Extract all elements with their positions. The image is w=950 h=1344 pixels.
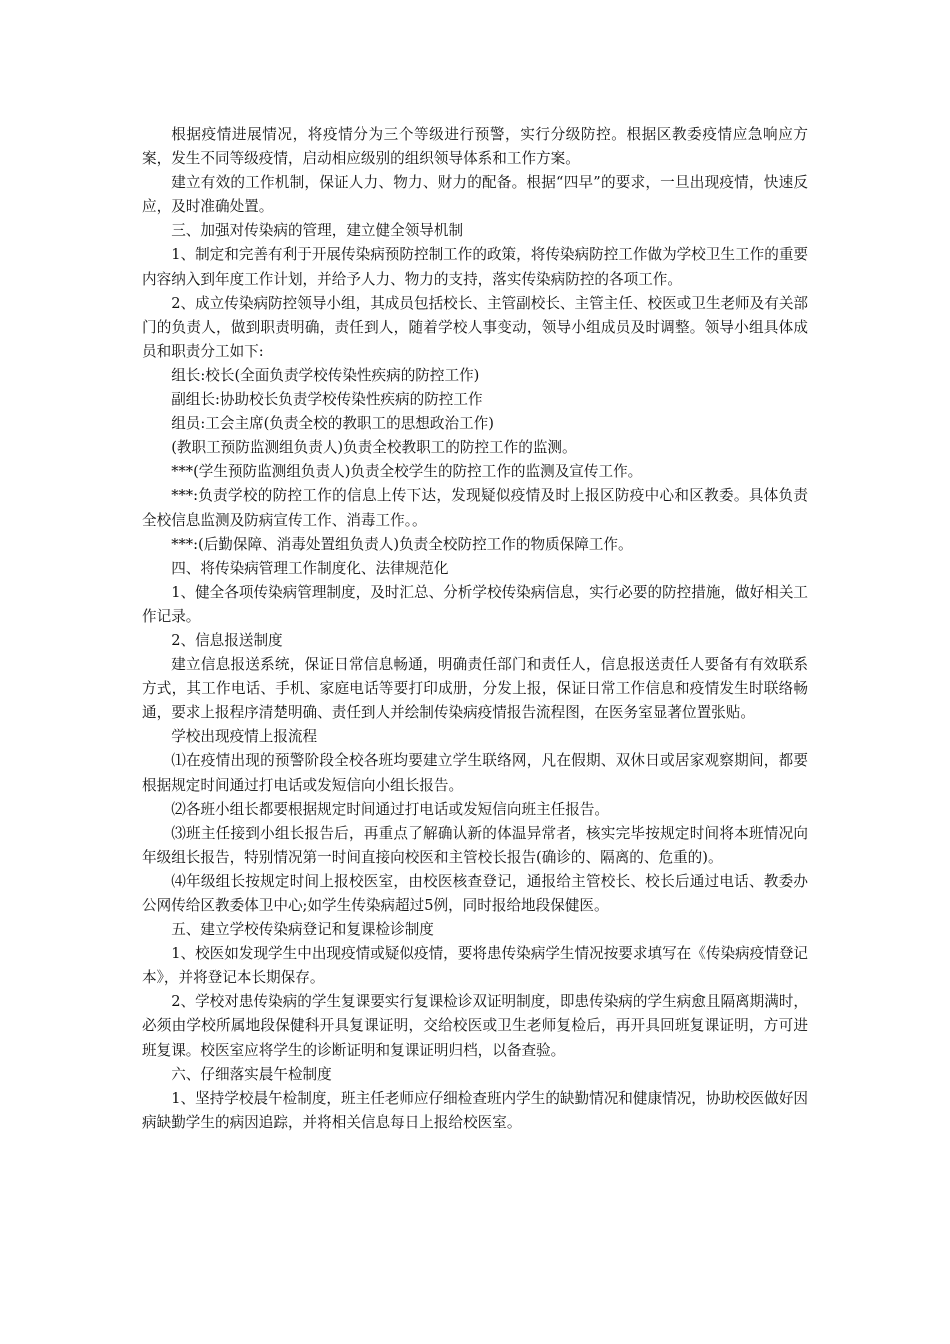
paragraph: 副组长:协助校长负责学校传染性疾病的防控工作 xyxy=(171,391,483,409)
paragraph: 组员:工会主席(负责全校的教职工的思想政治工作) xyxy=(171,415,494,433)
section-heading: 三、加强对传染病的管理，建立健全领导机制 xyxy=(171,222,464,240)
paragraph: ***:负责学校的防控工作的信息上传下达，发现疑似疫情及时上报区防疫中心和区教委。具体负责全校信息监测及防病宣传工作、消毒工作。。 xyxy=(142,487,808,529)
paragraph: 2、学校对患传染病的学生复课要实行复课检诊双证明制度，即患传染病的学生病愈且隔离期满时，必须由学校所属地段保健科开具复课证明，交给校医或卫生老师复检后，再开具回班复课证明，方可进班复课。校医室应将学生的诊断证明和复课证明归档，以备查验。 xyxy=(142,993,809,1059)
section-heading: 五、建立学校传染病登记和复课检诊制度 xyxy=(171,921,434,939)
paragraph: ⑵各班小组长都要根据规定时间通过打电话或发短信向班主任报告。 xyxy=(171,800,610,818)
paragraph: ⑶班主任接到小组长报告后，再重点了解确认新的体温异常者，核实完毕按规定时间将本班情况向年级组长报告，特别情况第一时间直接向校医和主管校长报告(确诊的、隔离的、危重的)。 xyxy=(142,824,808,866)
paragraph: ***:(后勤保障、消毒处置组负责人)负责全校防控工作的物质保障工作。 xyxy=(171,535,633,553)
paragraph: 组长:校长(全面负责学校传染性疾病的防控工作) xyxy=(171,366,480,384)
paragraph: 2、成立传染病防控领导小组，其成员包括校长、主管副校长、主管主任、校医或卫生老师及有关部门的负责人，做到职责明确，责任到人，随着学校人事变动，领导小组成员及时调整。领导小组具体成员和职责分工如下: xyxy=(142,294,809,360)
section-heading: 六、仔细落实晨午检制度 xyxy=(171,1065,332,1083)
paragraph: 根据疫情进展情况，将疫情分为三个等级进行预警，实行分级防控。根据区教委疫情应急响应方案，发生不同等级疫情，启动相应级别的组织领导体系和工作方案。 xyxy=(142,126,808,168)
paragraph: 学校出现疫情上报流程 xyxy=(171,728,318,746)
paragraph: 1、坚持学校晨午检制度，班主任老师应仔细检查班内学生的缺勤情况和健康情况，协助校医做好因病缺勤学生的病因追踪，并将相关信息每日上报给校医室。 xyxy=(142,1089,809,1131)
paragraph: 建立信息报送系统，保证日常信息畅通，明确责任部门和责任人，信息报送责任人要备有有效联系方式，其工作电话、手机、家庭电话等要打印成册，分发上报，保证日常工作信息和疫情发生时联络畅通，要求上报程序清楚明确、责任到人并绘制传染病疫情报告流程图，在医务室显著位置张贴。 xyxy=(142,656,808,722)
paragraph: ⑷年级组长按规定时间上报校医室，由校医核查登记，通报给主管校长、校长后通过电话、教委办公网传给区教委体卫中心;如学生传染病超过5例，同时报给地段保健医。 xyxy=(142,872,808,914)
paragraph: 1、制定和完善有利于开展传染病预防控制工作的政策，将传染病防控工作做为学校卫生工作的重要内容纳入到年度工作计划，并给予人力、物力的支持，落实传染病防控的各项工作。 xyxy=(142,246,809,288)
section-heading: 四、将传染病管理工作制度化、法律规范化 xyxy=(171,559,449,577)
paragraph: ⑴在疫情出现的预警阶段全校各班均要建立学生联络网，凡在假期、双休日或居家观察期间，都要根据规定时间通过打电话或发短信向小组长报告。 xyxy=(142,752,808,794)
paragraph: (教职工预防监测组负责人)负责全校教职工的防控工作的监测。 xyxy=(171,439,577,457)
paragraph: ***(学生预防监测组负责人)负责全校学生的防控工作的监测及宣传工作。 xyxy=(171,463,643,481)
paragraph: 建立有效的工作机制，保证人力、物力、财力的配备。根据“四早”的要求，一旦出现疫情，快速反应，及时准确处置。 xyxy=(142,174,808,216)
paragraph: 1、健全各项传染病管理制度，及时汇总、分析学校传染病信息，实行必要的防控措施，做好相关工作记录。 xyxy=(142,583,809,625)
paragraph: 2、信息报送制度 xyxy=(171,631,283,649)
document-body xyxy=(142,123,808,1135)
paragraph: 1、校医如发现学生中出现疫情或疑似疫情，要将患传染病学生情况按要求填写在《传染病疫情登记本》，并将登记本长期保存。 xyxy=(142,945,809,987)
